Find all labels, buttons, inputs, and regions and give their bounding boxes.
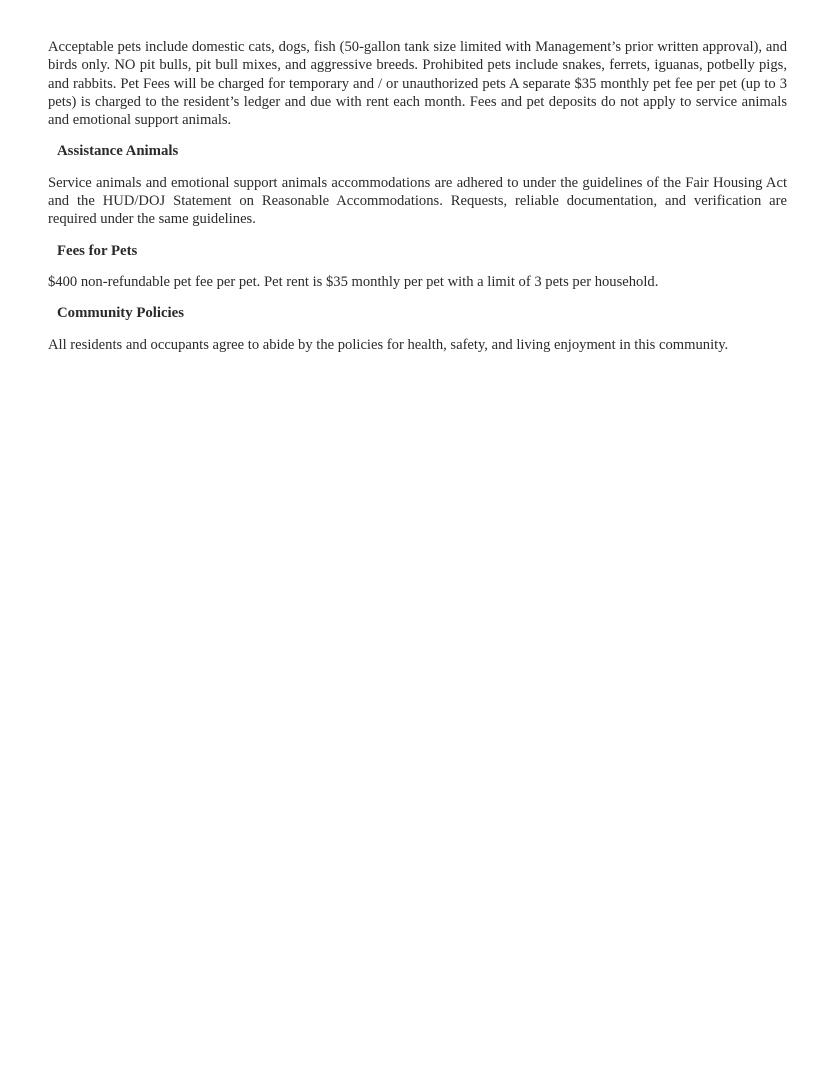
heading-community-policies: Community Policies — [57, 305, 184, 322]
paragraph-assistance-animals: Service animals and emotional support animals accommodations are adhered to under the guidelines of the Fair Housing Act and the HUD/DOJ Statement on Reasonable Accommodations. Requests, reliable documentation, and verification are required under the same guidelines. — [48, 174, 787, 228]
heading-assistance-animals: Assistance Animals — [57, 143, 179, 160]
paragraph-community-policies: All residents and occupants agree to abide by the policies for health, safety, and living enjoyment in this community. — [48, 336, 729, 353]
paragraph-fees-for-pets: $400 non-refundable pet fee per pet. Pet rent is $35 monthly per pet with a limit of 3 pets per household. — [48, 273, 659, 290]
heading-fees-for-pets: Fees for Pets — [57, 242, 138, 259]
document-content — [48, 38, 787, 367]
paragraph-acceptable-pets: Acceptable pets include domestic cats, dogs, fish (50-gallon tank size limited with Management’s prior written approval), and birds only. NO pit bulls, pit bull mixes, and aggressive breeds. Prohibited pets include snakes, ferrets, iguanas, potbelly pigs, and rabbits. Pet Fees will be charged for temporary and / or unauthorized pets A separate $35 monthly pet fee per pet (up to 3 pets) is charged to the resident’s ledger and due with rent each month. Fees and pet deposits do not apply to service animals and emotional support animals. — [48, 39, 787, 129]
